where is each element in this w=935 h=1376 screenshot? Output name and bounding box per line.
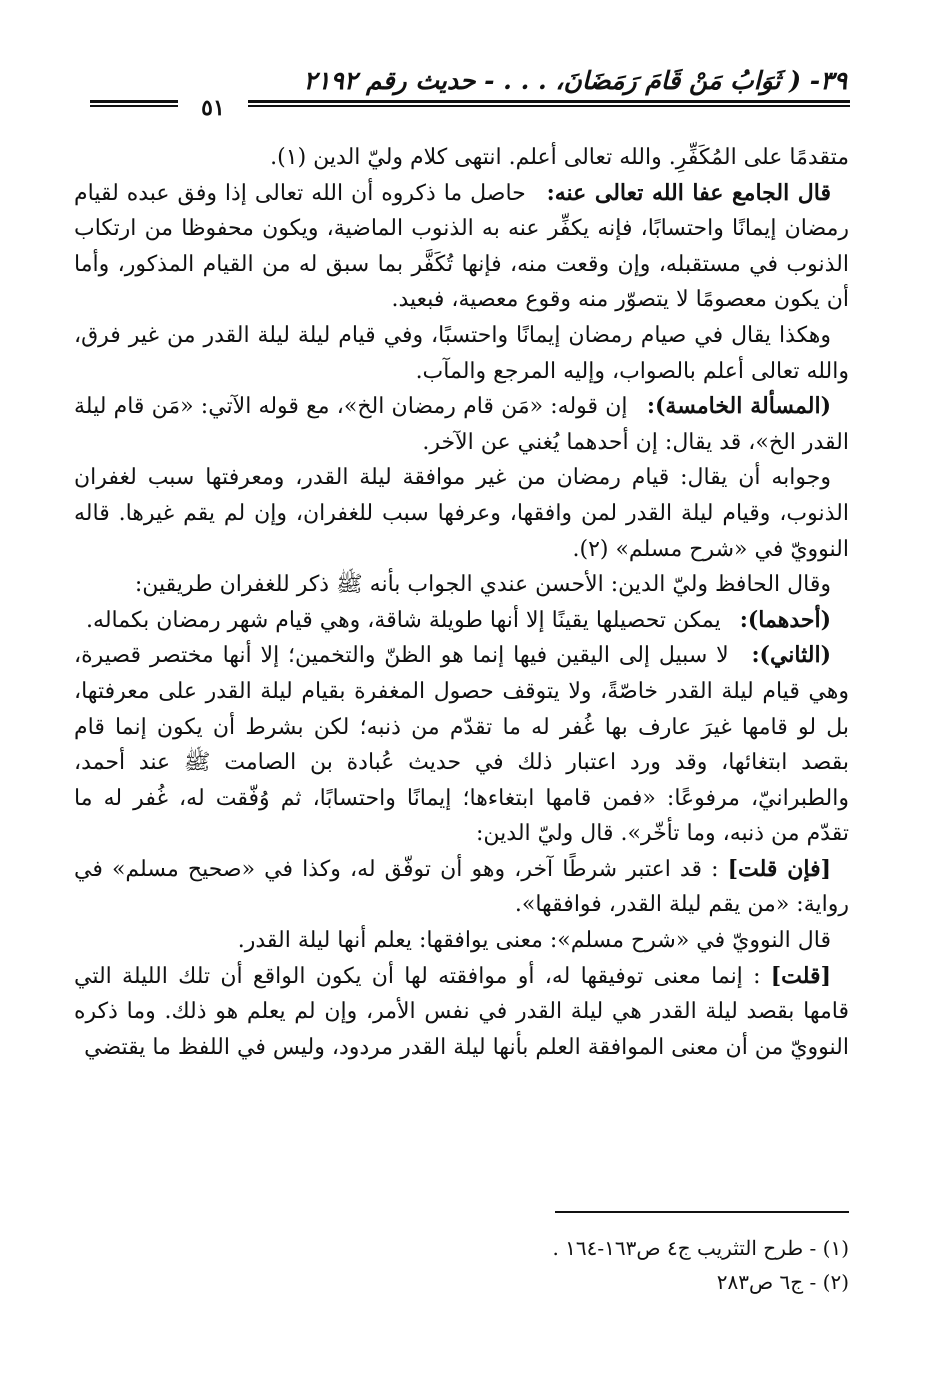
paragraph-5: وجوابه أن يقال: قيام رمضان من غير موافقة ليلة القدر، ومعرفتها سبب لغفران الذنوب، وقيام ليلة القدر لمن وافقها، وعرفها سبب للغفران، وإن لم يقم غيرها. قاله النوويّ في «شرح مسلم» (٢). <box>74 465 849 562</box>
main-text <box>74 140 849 1065</box>
paragraph-6: وقال الحافظ وليّ الدين: الأحسن عندي الجواب بأنه ﷺ ذكر للغفران طريقين: <box>134 572 831 598</box>
paragraph-7-text: يمكن تحصيلها يقينًا إلا أنها طويلة شاقة، وهي قيام شهر رمضان بكماله. <box>86 607 721 633</box>
paragraph-11-lead: [قلت] <box>770 962 831 989</box>
paragraph-11 <box>74 959 849 1066</box>
paragraph-8-lead: (الثاني): <box>751 642 831 669</box>
footnote-separator <box>555 1211 849 1213</box>
paragraph-10: قال النوويّ في «شرح مسلم»: معنى يوافقها: يعلم أنها ليلة القدر. <box>237 928 831 954</box>
paragraph-2-text: حاصل ما ذكروه أن الله تعالى إذا وفق عبده لقيام رمضان إيمانًا واحتسابًا، فإنه يكفِّر عنه به الذنوب الماضية، ويكون محفوظا من ارتكاب الذنوب في مستقبله، وإن وقعت منه، فإنها تُكَفَّر بما سبق له من القيام المذكور، وأما أن يكون معصومًا لا يتصوّر منه وقوع معصية، فبعيد. <box>74 180 849 313</box>
paragraph-4 <box>74 389 849 460</box>
paragraph-7 <box>74 603 849 639</box>
paragraph-9-text: : قد اعتبر شرطًا آخر، وهو أن توفّق له، وكذا في «صحيح مسلم» في رواية: «من يقم ليلة القدر، فوافقها». <box>74 856 849 918</box>
paragraph-1: متقدمًا على المُكَفِّرِ. والله تعالى أعلم. انتهى كلام وليّ الدين (١). <box>270 145 849 170</box>
page-header <box>0 58 935 128</box>
paragraph-8 <box>74 638 849 852</box>
running-title: ٣٩- ( ثَوَابُ مَنْ قَامَ رَمَضَانَ، . . . - حديث رقم ٢١٩٢ <box>303 66 847 95</box>
paragraph-11-text: : إنما معنى توفيقها له، أو موافقته لها أن يكون الواقع أن تلك الليلة التي قامها بقصد ليلة القدر هي ليلة القدر في نفس الأمر، وإن لم يعلم هو ذلك. وما ذكره النوويّ من أن معنى الموافقة العلم بأنها ليلة القدر مردود، وليس في اللفظ ما يقتضي <box>74 963 849 1060</box>
paragraph-3: وهكذا يقال في صيام رمضان إيمانًا واحتسبًا، وفي قيام ليلة ليلة القدر من غير فرق، والله تعالى أعلم بالصواب، وإليه المرجع والمآب. <box>74 322 849 384</box>
footnote-2: (٢) - ج٦ ص٢٨٣ <box>716 1270 849 1294</box>
paragraph-4-text: إن قوله: «مَن قام رمضان الخ»، مع قوله الآتي: «مَن قام ليلة القدر الخ»، قد يقال: إن أحدهما يُغني عن الآخر. <box>74 394 849 455</box>
paragraph-9 <box>74 852 849 923</box>
paragraph-8-text: لا سبيل إلى اليقين فيها إنما هو الظنّ والتخمين؛ إلا أنها مختصر قصيرة، وهي قيام ليلة القدر خاصّةً، ولا يتوقف حصول المغفرة بقيام ليلة القدر على معرفتها، بل لو قامها غيرَ عارف بها غُفر له ما تقدّم من ذنبه؛ لكن بشرط أن يكون إنما قام بقصد ابتغائها، وقد ورد اعتبار ذلك في حديث عُبادة بن الصامت ﷺ عند أحمد، والطبرانيّ، مرفوعًا: «فمن قامها ابتغاءها؛ إيمانًا واحتسابًا، ثم وُفّقت له، غُفر له ما تقدّم من ذنبه، وما تأخّر». قال وليّ الدين: <box>74 643 849 847</box>
footnote-1: (١) - طرح التثريب ج٤ ص١٦٣-١٦٤ . <box>552 1236 849 1260</box>
paragraph-4-lead: (المسألة الخامسة): <box>646 393 831 420</box>
paragraph-9-lead: [فإن قلت] <box>727 855 831 882</box>
page-number: ٥١ <box>178 94 248 122</box>
paragraph-2 <box>74 176 849 318</box>
paragraph-2-lead: قال الجامع عفا الله تعالى عنه: <box>546 179 831 206</box>
footnotes <box>74 1231 849 1299</box>
paragraph-7-lead: (أحدهما): <box>739 606 831 633</box>
